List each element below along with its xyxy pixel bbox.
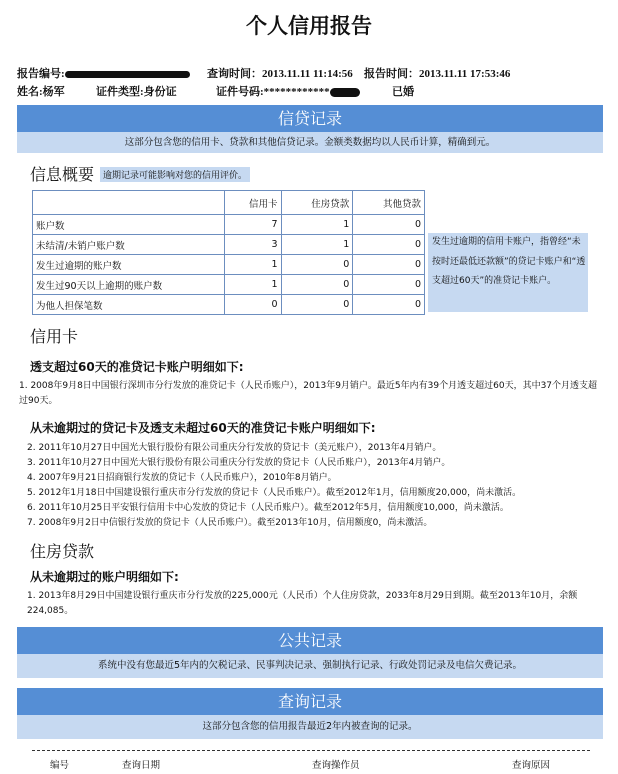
table-row-label: 发生过逾期的账户数 xyxy=(33,255,225,275)
table-cell-value: 0 xyxy=(281,255,353,275)
credit-desc: 这部分包含您的信用卡、贷款和其他信贷记录。金额类数据均以人民币计算，精确到元。 xyxy=(17,132,603,153)
list-item: 5. 2012年1月18日中国建设银行重庆市分行发放的贷记卡（人民币账户）。截至2012年1月，信用额度20,000，尚未激活。 xyxy=(27,488,522,498)
table-row xyxy=(33,255,425,275)
list-item: 2. 2011年10月27日中国光大银行股份有限公司重庆分行发放的贷记卡（美元账户），2013年4月销户。 xyxy=(27,443,442,453)
redaction-mark xyxy=(65,71,190,78)
table-row-label: 未结清/未销户账户数 xyxy=(33,235,225,255)
list-item: 4. 2007年9月21日招商银行发放的贷记卡（人民币账户），2010年8月销户。 xyxy=(27,473,337,483)
table-row-label: 为他人担保笔数 xyxy=(33,295,225,315)
redaction-mark xyxy=(330,88,360,97)
list-item: 7. 2008年9月2日中信银行发放的贷记卡（人民币账户）。截至2013年10月，信用额度0，尚未激活。 xyxy=(27,518,433,528)
name: 姓名:杨军 xyxy=(17,86,65,98)
list-item: 6. 2011年10月25日平安银行信用卡中心发放的贷记卡（人民币账户）。截至2012年5月，信用额度10,000，尚未激活。 xyxy=(27,503,509,513)
credit-card-title: 信用卡 xyxy=(30,327,79,346)
table-cell-value: 0 xyxy=(225,295,282,315)
column-header-no: 编号 xyxy=(50,760,70,771)
table-header-row xyxy=(33,191,425,215)
housing-subtitle: 从未逾期过的账户明细如下: xyxy=(30,570,179,584)
column-header xyxy=(33,191,225,215)
id-number-text: 证件号码:************ xyxy=(216,86,330,98)
table-row-label: 发生过90天以上逾期的账户数 xyxy=(33,275,225,295)
list-item: 3. 2011年10月27日中国光大银行股份有限公司重庆分行发放的贷记卡（人民币账户），2013年4月销户。 xyxy=(27,458,451,468)
normal-list xyxy=(27,441,521,531)
column-header-date: 查询日期 xyxy=(122,760,161,771)
table-cell-value: 3 xyxy=(225,235,282,255)
credit-banner: 信贷记录 xyxy=(17,105,603,132)
marital-status: 已婚 xyxy=(392,86,414,98)
overview-table xyxy=(32,190,425,315)
table-row xyxy=(33,235,425,255)
table-row-label: 账户数 xyxy=(33,215,225,235)
query-desc: 这部分包含您的信用报告最近2年内被查询的记录。 xyxy=(17,715,603,739)
table-cell-value: 0 xyxy=(353,275,425,295)
column-header: 其他贷款 xyxy=(353,191,425,215)
column-header: 信用卡 xyxy=(225,191,282,215)
normal-subtitle: 从未逾期过的贷记卡及透支未超过60天的准贷记卡账户明细如下: xyxy=(30,421,376,435)
housing-loan-title: 住房贷款 xyxy=(30,542,95,561)
table-row xyxy=(33,295,425,315)
id-type: 证件类型:身份证 xyxy=(96,86,177,98)
column-header-operator: 查询操作员 xyxy=(312,760,360,771)
column-header: 住房贷款 xyxy=(281,191,353,215)
report-title: 个人信用报告 xyxy=(246,14,372,38)
table-cell-value: 0 xyxy=(353,255,425,275)
overdue-subtitle: 透支超过60天的准贷记卡账户明细如下: xyxy=(30,360,244,374)
table-cell-value: 1 xyxy=(225,275,282,295)
divider xyxy=(32,750,590,751)
overview-note: 逾期记录可能影响对您的信用评价。 xyxy=(100,167,250,182)
table-cell-value: 0 xyxy=(353,295,425,315)
overdue-definition-note: 发生过逾期的信用卡账户，指曾经“未按时还最低还款额”的贷记卡账户和“透支超过60天”的准贷记卡账户。 xyxy=(428,233,588,312)
table-row xyxy=(33,275,425,295)
column-header-reason: 查询原因 xyxy=(512,760,551,771)
report-time: 报告时间：2013.11.11 17:53:46 xyxy=(364,68,511,80)
public-desc: 系统中没有您最近5年内的欠税记录、民事判决记录、强制执行记录、行政处罚记录及电信欠费记录。 xyxy=(17,654,603,678)
id-number xyxy=(216,83,360,99)
table-cell-value: 1 xyxy=(225,255,282,275)
table-cell-value: 0 xyxy=(353,215,425,235)
table-cell-value: 7 xyxy=(225,215,282,235)
table-row xyxy=(33,215,425,235)
report-number xyxy=(17,65,190,81)
query-time: 查询时间：2013.11.11 11:14:56 xyxy=(207,68,353,80)
list-item: 1. 2008年9月8日中国银行深圳市分行发放的准贷记卡（人民币账户），2013年9月销户。最近5年内有39个月透支超过60天，其中37个月透支超过90天。 xyxy=(19,381,598,406)
table-cell-value: 0 xyxy=(281,275,353,295)
table-cell-value: 1 xyxy=(281,215,353,235)
table-cell-value: 0 xyxy=(353,235,425,255)
overview-title: 信息概要 xyxy=(30,165,95,184)
report-number-label: 报告编号: xyxy=(17,68,65,80)
table-cell-value: 0 xyxy=(281,295,353,315)
table-cell-value: 1 xyxy=(281,235,353,255)
query-banner: 查询记录 xyxy=(17,688,603,715)
list-item: 1. 2013年8月29日中国建设银行重庆市分行发放的225,000元（人民币）个人住房贷款，2033年8月29日到期。截至2013年10月，余额224,085。 xyxy=(27,591,578,616)
public-banner: 公共记录 xyxy=(17,627,603,654)
